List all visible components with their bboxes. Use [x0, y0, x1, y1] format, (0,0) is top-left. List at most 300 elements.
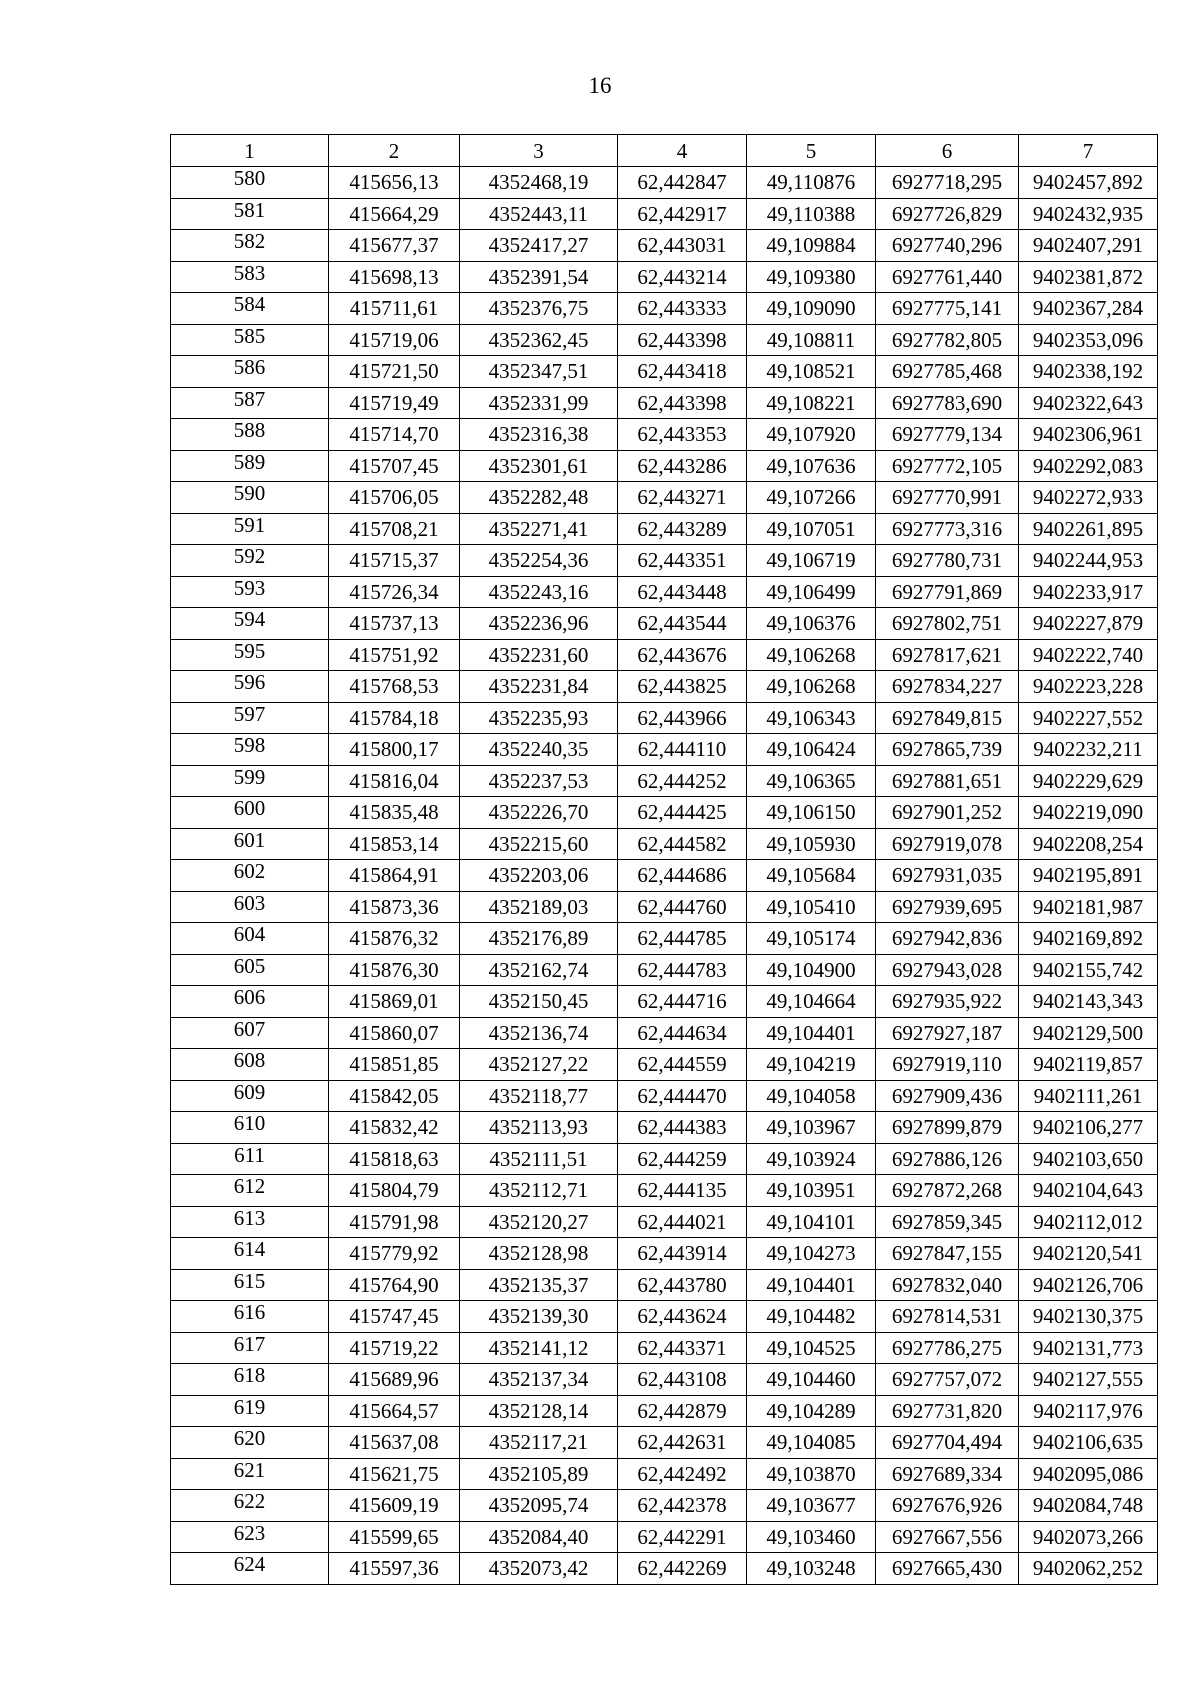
y2-coordinate-cell: 9402208,254: [1019, 828, 1158, 860]
x2-coordinate-cell: 6927865,739: [876, 734, 1019, 766]
x-coordinate-cell: 415719,49: [329, 387, 460, 419]
y-coordinate-cell: 4352316,38: [460, 419, 618, 451]
longitude-cell: 49,103460: [747, 1521, 876, 1553]
longitude-cell: 49,104664: [747, 986, 876, 1018]
latitude-cell: 62,444760: [618, 891, 747, 923]
point-number-cell: 582: [171, 230, 329, 262]
longitude-cell: 49,104900: [747, 954, 876, 986]
point-number-cell: 610: [171, 1112, 329, 1144]
longitude-cell: 49,109380: [747, 261, 876, 293]
x2-coordinate-cell: 6927773,316: [876, 513, 1019, 545]
y-coordinate-cell: 4352231,84: [460, 671, 618, 703]
y2-coordinate-cell: 9402131,773: [1019, 1332, 1158, 1364]
x2-coordinate-cell: 6927779,134: [876, 419, 1019, 451]
y-coordinate-cell: 4352113,93: [460, 1112, 618, 1144]
y2-coordinate-cell: 9402130,375: [1019, 1301, 1158, 1333]
column-header: 6: [876, 135, 1019, 167]
x2-coordinate-cell: 6927881,651: [876, 765, 1019, 797]
y2-coordinate-cell: 9402062,252: [1019, 1553, 1158, 1585]
y-coordinate-cell: 4352237,53: [460, 765, 618, 797]
table-row: [171, 639, 1158, 671]
longitude-cell: 49,108221: [747, 387, 876, 419]
table-row: [171, 797, 1158, 829]
y-coordinate-cell: 4352231,60: [460, 639, 618, 671]
y2-coordinate-cell: 9402261,895: [1019, 513, 1158, 545]
x2-coordinate-cell: 6927785,468: [876, 356, 1019, 388]
y-coordinate-cell: 4352236,96: [460, 608, 618, 640]
x2-coordinate-cell: 6927886,126: [876, 1143, 1019, 1175]
longitude-cell: 49,107920: [747, 419, 876, 451]
latitude-cell: 62,442631: [618, 1427, 747, 1459]
latitude-cell: 62,443780: [618, 1269, 747, 1301]
point-number-cell: 589: [171, 450, 329, 482]
x-coordinate-cell: 415864,91: [329, 860, 460, 892]
y-coordinate-cell: 4352468,19: [460, 167, 618, 199]
latitude-cell: 62,443418: [618, 356, 747, 388]
x-coordinate-cell: 415726,34: [329, 576, 460, 608]
table-row: [171, 671, 1158, 703]
x-coordinate-cell: 415876,32: [329, 923, 460, 955]
y2-coordinate-cell: 9402106,277: [1019, 1112, 1158, 1144]
x2-coordinate-cell: 6927832,040: [876, 1269, 1019, 1301]
point-number-cell: 598: [171, 734, 329, 766]
x-coordinate-cell: 415779,92: [329, 1238, 460, 1270]
y2-coordinate-cell: 9402381,872: [1019, 261, 1158, 293]
y-coordinate-cell: 4352136,74: [460, 1017, 618, 1049]
point-number-cell: 624: [171, 1553, 329, 1585]
table-row: [171, 1332, 1158, 1364]
x-coordinate-cell: 415869,01: [329, 986, 460, 1018]
table-row: [171, 1206, 1158, 1238]
x-coordinate-cell: 415715,37: [329, 545, 460, 577]
point-number-cell: 600: [171, 797, 329, 829]
latitude-cell: 62,444559: [618, 1049, 747, 1081]
x2-coordinate-cell: 6927770,991: [876, 482, 1019, 514]
table-row: [171, 954, 1158, 986]
latitude-cell: 62,443286: [618, 450, 747, 482]
y-coordinate-cell: 4352128,14: [460, 1395, 618, 1427]
y2-coordinate-cell: 9402073,266: [1019, 1521, 1158, 1553]
x2-coordinate-cell: 6927872,268: [876, 1175, 1019, 1207]
longitude-cell: 49,104525: [747, 1332, 876, 1364]
longitude-cell: 49,104401: [747, 1269, 876, 1301]
latitude-cell: 62,444021: [618, 1206, 747, 1238]
x-coordinate-cell: 415764,90: [329, 1269, 460, 1301]
table-row: [171, 891, 1158, 923]
point-number-cell: 595: [171, 639, 329, 671]
x-coordinate-cell: 415706,05: [329, 482, 460, 514]
latitude-cell: 62,443676: [618, 639, 747, 671]
table-row: [171, 293, 1158, 325]
longitude-cell: 49,105174: [747, 923, 876, 955]
table-body: [171, 167, 1158, 1585]
point-number-cell: 621: [171, 1458, 329, 1490]
latitude-cell: 62,443448: [618, 576, 747, 608]
longitude-cell: 49,104101: [747, 1206, 876, 1238]
y2-coordinate-cell: 9402232,211: [1019, 734, 1158, 766]
point-number-cell: 592: [171, 545, 329, 577]
y-coordinate-cell: 4352120,27: [460, 1206, 618, 1238]
y2-coordinate-cell: 9402127,555: [1019, 1364, 1158, 1396]
x2-coordinate-cell: 6927899,879: [876, 1112, 1019, 1144]
latitude-cell: 62,444634: [618, 1017, 747, 1049]
table-row: [171, 1080, 1158, 1112]
x2-coordinate-cell: 6927847,155: [876, 1238, 1019, 1270]
y-coordinate-cell: 4352235,93: [460, 702, 618, 734]
x2-coordinate-cell: 6927761,440: [876, 261, 1019, 293]
point-number-cell: 611: [171, 1143, 329, 1175]
y2-coordinate-cell: 9402244,953: [1019, 545, 1158, 577]
y-coordinate-cell: 4352362,45: [460, 324, 618, 356]
page-number: 16: [588, 73, 612, 98]
x-coordinate-cell: 415689,96: [329, 1364, 460, 1396]
latitude-cell: 62,444783: [618, 954, 747, 986]
y2-coordinate-cell: 9402292,083: [1019, 450, 1158, 482]
y-coordinate-cell: 4352391,54: [460, 261, 618, 293]
table-row: [171, 419, 1158, 451]
y2-coordinate-cell: 9402227,552: [1019, 702, 1158, 734]
x-coordinate-cell: 415804,79: [329, 1175, 460, 1207]
x2-coordinate-cell: 6927791,869: [876, 576, 1019, 608]
y-coordinate-cell: 4352226,70: [460, 797, 618, 829]
y-coordinate-cell: 4352254,36: [460, 545, 618, 577]
point-number-cell: 603: [171, 891, 329, 923]
longitude-cell: 49,106719: [747, 545, 876, 577]
x2-coordinate-cell: 6927772,105: [876, 450, 1019, 482]
y-coordinate-cell: 4352112,71: [460, 1175, 618, 1207]
table-row: [171, 986, 1158, 1018]
y-coordinate-cell: 4352135,37: [460, 1269, 618, 1301]
table-row: [171, 1269, 1158, 1301]
x-coordinate-cell: 415873,36: [329, 891, 460, 923]
column-header: 7: [1019, 135, 1158, 167]
y2-coordinate-cell: 9402227,879: [1019, 608, 1158, 640]
y2-coordinate-cell: 9402219,090: [1019, 797, 1158, 829]
x2-coordinate-cell: 6927901,252: [876, 797, 1019, 829]
y2-coordinate-cell: 9402367,284: [1019, 293, 1158, 325]
y-coordinate-cell: 4352162,74: [460, 954, 618, 986]
y2-coordinate-cell: 9402322,643: [1019, 387, 1158, 419]
x2-coordinate-cell: 6927919,110: [876, 1049, 1019, 1081]
point-number-cell: 594: [171, 608, 329, 640]
table-row: [171, 1395, 1158, 1427]
y-coordinate-cell: 4352105,89: [460, 1458, 618, 1490]
longitude-cell: 49,106343: [747, 702, 876, 734]
y-coordinate-cell: 4352203,06: [460, 860, 618, 892]
table-row: [171, 608, 1158, 640]
point-number-cell: 612: [171, 1175, 329, 1207]
column-header: 2: [329, 135, 460, 167]
y2-coordinate-cell: 9402143,343: [1019, 986, 1158, 1018]
x-coordinate-cell: 415842,05: [329, 1080, 460, 1112]
y2-coordinate-cell: 9402104,643: [1019, 1175, 1158, 1207]
x-coordinate-cell: 415816,04: [329, 765, 460, 797]
x2-coordinate-cell: 6927943,028: [876, 954, 1019, 986]
longitude-cell: 49,103677: [747, 1490, 876, 1522]
y2-coordinate-cell: 9402106,635: [1019, 1427, 1158, 1459]
table-row: [171, 1458, 1158, 1490]
latitude-cell: 62,443351: [618, 545, 747, 577]
longitude-cell: 49,107266: [747, 482, 876, 514]
latitude-cell: 62,442492: [618, 1458, 747, 1490]
point-number-cell: 614: [171, 1238, 329, 1270]
table-row: [171, 545, 1158, 577]
latitude-cell: 62,443289: [618, 513, 747, 545]
latitude-cell: 62,444686: [618, 860, 747, 892]
table-row: [171, 1112, 1158, 1144]
x2-coordinate-cell: 6927817,621: [876, 639, 1019, 671]
table-row: [171, 1364, 1158, 1396]
table-row: [171, 734, 1158, 766]
point-number-cell: 616: [171, 1301, 329, 1333]
y-coordinate-cell: 4352084,40: [460, 1521, 618, 1553]
latitude-cell: 62,444135: [618, 1175, 747, 1207]
y-coordinate-cell: 4352417,27: [460, 230, 618, 262]
x2-coordinate-cell: 6927849,815: [876, 702, 1019, 734]
y-coordinate-cell: 4352271,41: [460, 513, 618, 545]
x-coordinate-cell: 415677,37: [329, 230, 460, 262]
latitude-cell: 62,443214: [618, 261, 747, 293]
longitude-cell: 49,106499: [747, 576, 876, 608]
x-coordinate-cell: 415818,63: [329, 1143, 460, 1175]
longitude-cell: 49,104401: [747, 1017, 876, 1049]
header-row: [171, 135, 1158, 167]
longitude-cell: 49,104058: [747, 1080, 876, 1112]
longitude-cell: 49,106365: [747, 765, 876, 797]
longitude-cell: 49,110876: [747, 167, 876, 199]
latitude-cell: 62,443624: [618, 1301, 747, 1333]
y2-coordinate-cell: 9402103,650: [1019, 1143, 1158, 1175]
latitude-cell: 62,444252: [618, 765, 747, 797]
y2-coordinate-cell: 9402432,935: [1019, 198, 1158, 230]
longitude-cell: 49,106268: [747, 639, 876, 671]
latitude-cell: 62,444110: [618, 734, 747, 766]
point-number-cell: 588: [171, 419, 329, 451]
table-row: [171, 1049, 1158, 1081]
y2-coordinate-cell: 9402169,892: [1019, 923, 1158, 955]
latitude-cell: 62,442378: [618, 1490, 747, 1522]
x-coordinate-cell: 415800,17: [329, 734, 460, 766]
table-row: [171, 765, 1158, 797]
longitude-cell: 49,109090: [747, 293, 876, 325]
y2-coordinate-cell: 9402223,228: [1019, 671, 1158, 703]
x-coordinate-cell: 415714,70: [329, 419, 460, 451]
latitude-cell: 62,444582: [618, 828, 747, 860]
y2-coordinate-cell: 9402195,891: [1019, 860, 1158, 892]
longitude-cell: 49,106376: [747, 608, 876, 640]
table-row: [171, 860, 1158, 892]
x2-coordinate-cell: 6927919,078: [876, 828, 1019, 860]
longitude-cell: 49,109884: [747, 230, 876, 262]
y-coordinate-cell: 4352331,99: [460, 387, 618, 419]
x2-coordinate-cell: 6927704,494: [876, 1427, 1019, 1459]
y-coordinate-cell: 4352176,89: [460, 923, 618, 955]
x2-coordinate-cell: 6927814,531: [876, 1301, 1019, 1333]
x-coordinate-cell: 415656,13: [329, 167, 460, 199]
longitude-cell: 49,107051: [747, 513, 876, 545]
longitude-cell: 49,104085: [747, 1427, 876, 1459]
longitude-cell: 49,103924: [747, 1143, 876, 1175]
latitude-cell: 62,444470: [618, 1080, 747, 1112]
column-header: 1: [171, 135, 329, 167]
x-coordinate-cell: 415876,30: [329, 954, 460, 986]
point-number-cell: 615: [171, 1269, 329, 1301]
latitude-cell: 62,442917: [618, 198, 747, 230]
y-coordinate-cell: 4352141,12: [460, 1332, 618, 1364]
y-coordinate-cell: 4352118,77: [460, 1080, 618, 1112]
point-number-cell: 584: [171, 293, 329, 325]
point-number-cell: 619: [171, 1395, 329, 1427]
table-row: [171, 1521, 1158, 1553]
table-row: [171, 1238, 1158, 1270]
x-coordinate-cell: 415597,36: [329, 1553, 460, 1585]
table-row: [171, 230, 1158, 262]
longitude-cell: 49,106424: [747, 734, 876, 766]
point-number-cell: 609: [171, 1080, 329, 1112]
point-number-cell: 604: [171, 923, 329, 955]
point-number-cell: 591: [171, 513, 329, 545]
point-number-cell: 601: [171, 828, 329, 860]
y-coordinate-cell: 4352117,21: [460, 1427, 618, 1459]
x-coordinate-cell: 415599,65: [329, 1521, 460, 1553]
latitude-cell: 62,443966: [618, 702, 747, 734]
longitude-cell: 49,104219: [747, 1049, 876, 1081]
x-coordinate-cell: 415708,21: [329, 513, 460, 545]
y2-coordinate-cell: 9402129,500: [1019, 1017, 1158, 1049]
x-coordinate-cell: 415851,85: [329, 1049, 460, 1081]
y-coordinate-cell: 4352150,45: [460, 986, 618, 1018]
x-coordinate-cell: 415664,29: [329, 198, 460, 230]
x2-coordinate-cell: 6927935,922: [876, 986, 1019, 1018]
y-coordinate-cell: 4352376,75: [460, 293, 618, 325]
y-coordinate-cell: 4352215,60: [460, 828, 618, 860]
x2-coordinate-cell: 6927676,926: [876, 1490, 1019, 1522]
y2-coordinate-cell: 9402111,261: [1019, 1080, 1158, 1112]
point-number-cell: 599: [171, 765, 329, 797]
y2-coordinate-cell: 9402095,086: [1019, 1458, 1158, 1490]
x2-coordinate-cell: 6927757,072: [876, 1364, 1019, 1396]
y2-coordinate-cell: 9402306,961: [1019, 419, 1158, 451]
longitude-cell: 49,104273: [747, 1238, 876, 1270]
point-number-cell: 618: [171, 1364, 329, 1396]
longitude-cell: 49,106150: [747, 797, 876, 829]
y2-coordinate-cell: 9402119,857: [1019, 1049, 1158, 1081]
longitude-cell: 49,105684: [747, 860, 876, 892]
x2-coordinate-cell: 6927667,556: [876, 1521, 1019, 1553]
latitude-cell: 62,442847: [618, 167, 747, 199]
x-coordinate-cell: 415707,45: [329, 450, 460, 482]
longitude-cell: 49,108521: [747, 356, 876, 388]
y-coordinate-cell: 4352240,35: [460, 734, 618, 766]
x2-coordinate-cell: 6927731,820: [876, 1395, 1019, 1427]
latitude-cell: 62,444785: [618, 923, 747, 955]
table-row: [171, 450, 1158, 482]
x2-coordinate-cell: 6927939,695: [876, 891, 1019, 923]
longitude-cell: 49,103870: [747, 1458, 876, 1490]
x-coordinate-cell: 415768,53: [329, 671, 460, 703]
x-coordinate-cell: 415751,92: [329, 639, 460, 671]
x-coordinate-cell: 415711,61: [329, 293, 460, 325]
point-number-cell: 606: [171, 986, 329, 1018]
x-coordinate-cell: 415835,48: [329, 797, 460, 829]
x2-coordinate-cell: 6927834,227: [876, 671, 1019, 703]
y-coordinate-cell: 4352128,98: [460, 1238, 618, 1270]
latitude-cell: 62,443371: [618, 1332, 747, 1364]
latitude-cell: 62,444716: [618, 986, 747, 1018]
y-coordinate-cell: 4352243,16: [460, 576, 618, 608]
x-coordinate-cell: 415637,08: [329, 1427, 460, 1459]
y2-coordinate-cell: 9402229,629: [1019, 765, 1158, 797]
latitude-cell: 62,443271: [618, 482, 747, 514]
column-header: 5: [747, 135, 876, 167]
point-number-cell: 620: [171, 1427, 329, 1459]
x2-coordinate-cell: 6927665,430: [876, 1553, 1019, 1585]
x-coordinate-cell: 415719,22: [329, 1332, 460, 1364]
x-coordinate-cell: 415737,13: [329, 608, 460, 640]
point-number-cell: 596: [171, 671, 329, 703]
x2-coordinate-cell: 6927689,334: [876, 1458, 1019, 1490]
table-row: [171, 1427, 1158, 1459]
x-coordinate-cell: 415621,75: [329, 1458, 460, 1490]
longitude-cell: 49,107636: [747, 450, 876, 482]
table-row: [171, 513, 1158, 545]
table-row: [171, 198, 1158, 230]
table-row: [171, 1017, 1158, 1049]
longitude-cell: 49,104289: [747, 1395, 876, 1427]
y2-coordinate-cell: 9402126,706: [1019, 1269, 1158, 1301]
x-coordinate-cell: 415784,18: [329, 702, 460, 734]
table-row: [171, 324, 1158, 356]
y2-coordinate-cell: 9402353,096: [1019, 324, 1158, 356]
point-number-cell: 585: [171, 324, 329, 356]
y2-coordinate-cell: 9402457,892: [1019, 167, 1158, 199]
point-number-cell: 581: [171, 198, 329, 230]
longitude-cell: 49,108811: [747, 324, 876, 356]
table-row: [171, 702, 1158, 734]
table-row: [171, 167, 1158, 199]
table-row: [171, 1490, 1158, 1522]
x2-coordinate-cell: 6927718,295: [876, 167, 1019, 199]
point-number-cell: 623: [171, 1521, 329, 1553]
y2-coordinate-cell: 9402084,748: [1019, 1490, 1158, 1522]
latitude-cell: 62,443398: [618, 387, 747, 419]
longitude-cell: 49,103967: [747, 1112, 876, 1144]
latitude-cell: 62,443333: [618, 293, 747, 325]
y2-coordinate-cell: 9402233,917: [1019, 576, 1158, 608]
table-row: [171, 482, 1158, 514]
latitude-cell: 62,443914: [618, 1238, 747, 1270]
table-row: [171, 1175, 1158, 1207]
latitude-cell: 62,442879: [618, 1395, 747, 1427]
latitude-cell: 62,443031: [618, 230, 747, 262]
y-coordinate-cell: 4352127,22: [460, 1049, 618, 1081]
y-coordinate-cell: 4352139,30: [460, 1301, 618, 1333]
point-number-cell: 590: [171, 482, 329, 514]
point-number-cell: 597: [171, 702, 329, 734]
coordinates-table: [170, 134, 1158, 1585]
x-coordinate-cell: 415791,98: [329, 1206, 460, 1238]
table-row: [171, 576, 1158, 608]
longitude-cell: 49,104482: [747, 1301, 876, 1333]
point-number-cell: 587: [171, 387, 329, 419]
column-header: 3: [460, 135, 618, 167]
latitude-cell: 62,443825: [618, 671, 747, 703]
point-number-cell: 580: [171, 167, 329, 199]
point-number-cell: 613: [171, 1206, 329, 1238]
x2-coordinate-cell: 6927775,141: [876, 293, 1019, 325]
y2-coordinate-cell: 9402155,742: [1019, 954, 1158, 986]
y-coordinate-cell: 4352189,03: [460, 891, 618, 923]
